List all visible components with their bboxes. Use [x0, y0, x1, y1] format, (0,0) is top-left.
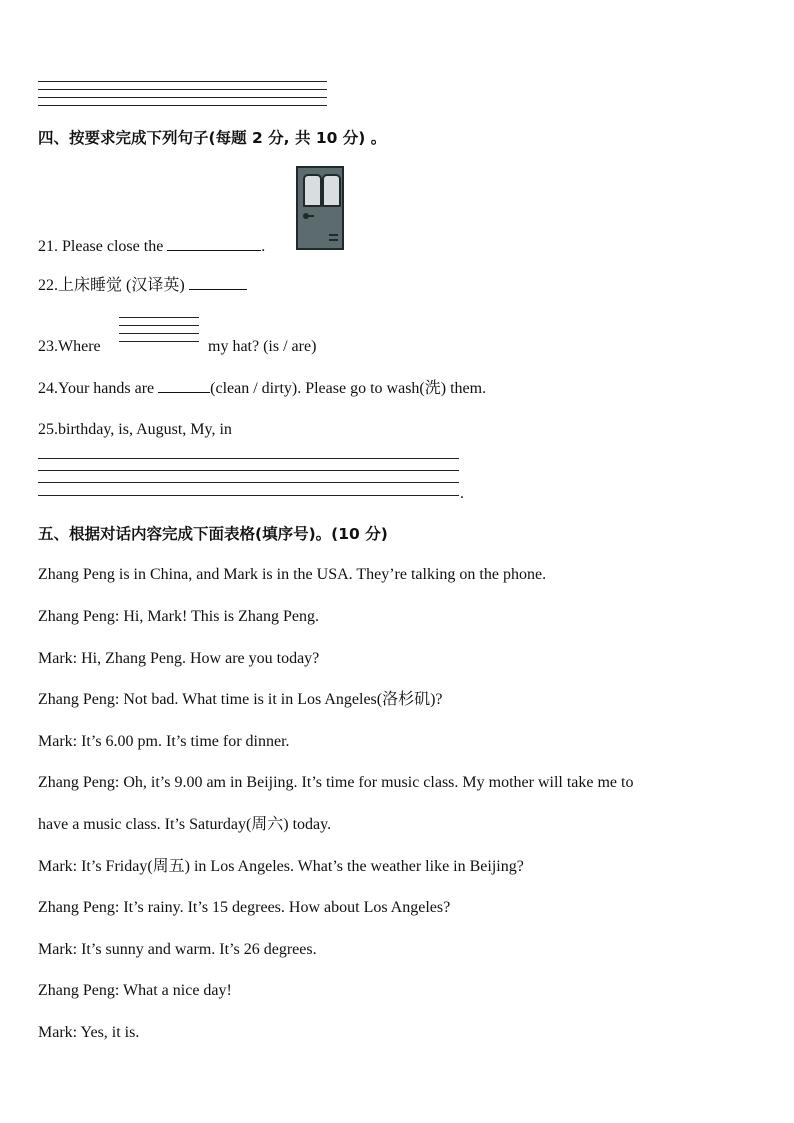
dialogue-line: Mark: It’s Friday(周五) in Los Angeles. What’s the weather like in Beijing?: [38, 858, 524, 875]
answer-line: [38, 470, 459, 471]
answer-line: [119, 333, 199, 334]
dialogue-line: have a music class. It’s Saturday(周六) today.: [38, 816, 332, 833]
dialogue-line: Zhang Peng: It’s rainy. It’s 15 degrees. How about Los Angeles?: [38, 899, 451, 916]
question-22: [38, 275, 247, 296]
answer-line: [119, 341, 199, 342]
dialogue-line: Mark: It’s 6.00 pm. It’s time for dinner.: [38, 733, 290, 750]
section-5-heading: 五、根据对话内容完成下面表格(填序号)。(10 分): [38, 525, 388, 543]
question-25: 25.birthday, is, August, My, in: [38, 421, 232, 438]
dialogue-line: Zhang Peng: What a nice day!: [38, 982, 232, 999]
dialogue-line: Mark: It’s sunny and warm. It’s 26 degrees.: [38, 941, 317, 958]
question-21-text: 21. Please close the: [38, 238, 164, 255]
answer-line: [38, 458, 459, 459]
door-window-left: [303, 174, 322, 207]
dialogue-intro: Zhang Peng is in China, and Mark is in the USA. They’re talking on the phone.: [38, 566, 547, 583]
answer-line: [38, 482, 459, 483]
dialogue-line: Mark: Yes, it is.: [38, 1024, 140, 1041]
door-handle: [307, 215, 314, 217]
dialogue-line: Mark: Hi, Zhang Peng. How are you today?: [38, 650, 320, 667]
answer-blank[interactable]: [158, 378, 210, 393]
door-vent: [329, 239, 338, 241]
question-21-period: .: [261, 238, 266, 255]
question-22-text: 22.上床睡觉 (汉译英): [38, 277, 185, 294]
question-25-period: .: [460, 485, 464, 502]
dialogue-line: Zhang Peng: Hi, Mark! This is Zhang Peng.: [38, 608, 320, 625]
question-24-text: 24.Your hands are: [38, 380, 155, 397]
answer-line: [119, 317, 199, 318]
question-23-text: my hat? (is / are): [208, 338, 317, 355]
answer-line: [38, 105, 327, 106]
answer-line: [38, 89, 327, 90]
answer-line: [119, 325, 199, 326]
door-vent: [329, 234, 338, 236]
answer-blank[interactable]: [167, 236, 261, 251]
answer-line: [38, 495, 459, 496]
question-21: [38, 236, 265, 257]
door-window-right: [322, 174, 341, 207]
door-icon: [296, 166, 344, 250]
section-4-heading: 四、按要求完成下列句子(每题 2 分, 共 10 分) 。: [38, 129, 387, 147]
answer-blank[interactable]: [189, 275, 247, 290]
dialogue-line: Zhang Peng: Oh, it’s 9.00 am in Beijing. It’s time for music class. My mother will take me to: [38, 774, 634, 791]
question-24-options: (clean / dirty). Please go to wash(洗) them.: [210, 380, 487, 397]
dialogue-line: Zhang Peng: Not bad. What time is it in Los Angeles(洛杉矶)?: [38, 691, 443, 708]
answer-line: [38, 97, 327, 98]
question-24: [38, 378, 486, 399]
question-23-label: 23.Where: [38, 338, 101, 355]
answer-line: [38, 81, 327, 82]
